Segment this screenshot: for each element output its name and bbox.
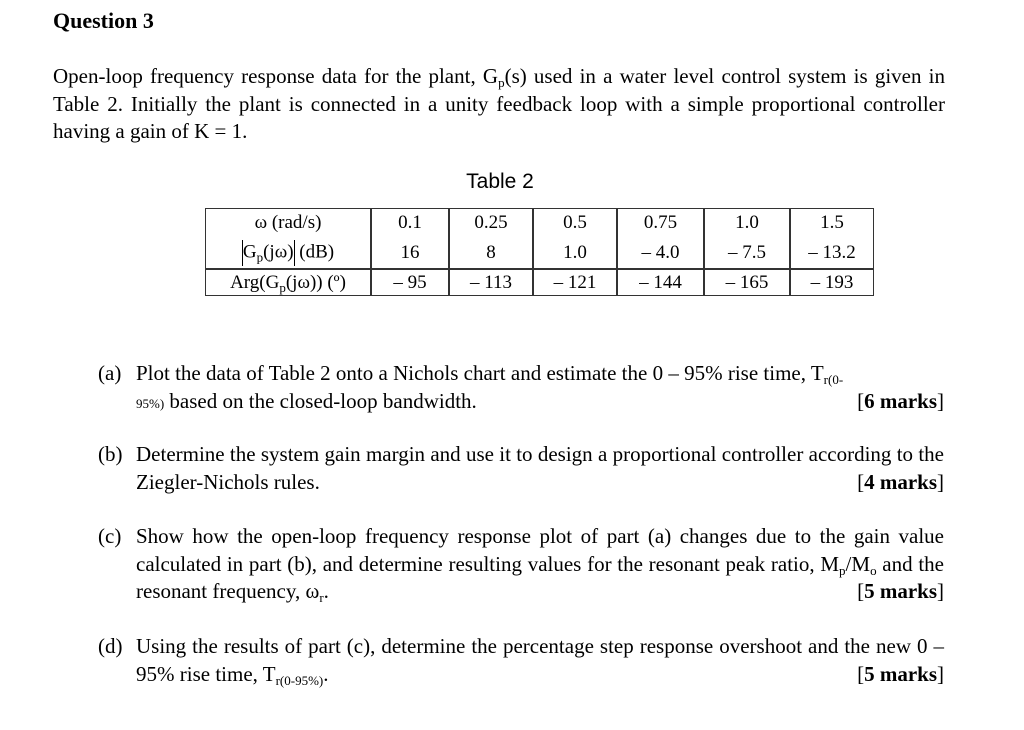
table-row-magnitude [205,237,874,269]
marks-bracket-close: ] [937,469,944,494]
row-label-magnitude [205,237,371,269]
part-c-text [136,523,944,606]
table-cell: – 7.5 [704,237,790,269]
marks-value: 5 marks [864,579,937,603]
part-c-sub-3: r [319,590,324,605]
part-d-text-2: . [323,661,329,686]
part-c-sub-2: o [870,562,877,578]
marks-value: 6 marks [864,388,937,413]
table-cell: 1.0 [533,237,617,269]
part-d-marks [857,661,944,689]
part-d-text [136,633,944,688]
question-part-b [98,441,944,496]
intro-paragraph [53,63,945,146]
part-b-number: (b) [98,442,123,466]
table-cell: 1.5 [790,208,874,237]
row-label-phase [205,269,371,296]
part-b-text [136,441,944,496]
marks-bracket-close: ] [937,579,944,603]
part-a-text-1: Plot the data of Table 2 onto a Nichols chart and estimate the 0 – 95% rise time, T [136,361,824,385]
phase-label-sub: p [279,279,286,295]
table-cell: – 144 [617,269,704,296]
part-d-sub: r(0-95%) [275,672,324,688]
part-a-number: (a) [98,361,122,385]
mag-label-sub: p [256,248,264,264]
table-cell: 0.75 [617,208,704,237]
part-a-text-2: based on the closed-loop bandwidth. [164,388,477,413]
intro-subscript: p [498,75,505,90]
table-cell: 1.0 [704,208,790,237]
row-label-omega: ω (rad/s) [205,208,371,237]
mag-label-g: G [242,240,257,262]
marks-bracket-close: ] [937,388,944,413]
part-c-text-2: /M [845,551,871,576]
table-row-phase [205,269,874,296]
table-cell: – 4.0 [617,237,704,269]
part-a-sub-cont: 95%) [136,395,165,411]
phase-label-a: Arg(G [230,271,280,293]
question-part-d [98,633,944,688]
question-part-a [98,360,944,417]
table-cell: – 13.2 [790,237,874,269]
table-cell: – 95 [371,269,449,296]
table-cell: – 165 [704,269,790,296]
table-cell: – 193 [790,269,874,296]
table-cell: – 121 [533,269,617,296]
marks-value: 5 marks [864,661,937,686]
intro-text-1: Open-loop frequency response data for the plant, G [53,64,499,88]
table-cell: 0.5 [533,208,617,237]
table-cell: 16 [371,237,449,269]
part-c-text-1: Show how the open-loop frequency response plot of part (a) changes due to the gain value calculated in part (b), and determine resulting values for the resonant peak ratio, M [136,524,944,576]
part-d-text-1: Using the results of part (c), determine the percentage step response overshoot and the new 0 – 95% rise time, T [136,634,944,686]
question-part-c [98,523,944,606]
marks-bracket-open: [ [857,579,865,603]
phase-label-b: (jω)) (º) [285,271,346,293]
part-b-marks [857,469,944,497]
table-cell: 8 [449,237,533,269]
marks-bracket-open: [ [857,661,865,686]
marks-bracket-open: [ [857,388,865,413]
question-title: Question 3 [53,8,154,33]
part-c-text-3: and the resonant frequency, ω [136,551,944,603]
part-a-sub: r(0- [823,372,844,387]
part-c-marks [857,578,944,606]
part-c-number: (c) [98,524,122,548]
intro-text-2: (s) used in a water level control system is given in Table 2. Initially the plant is connected in a unity feedback loop with a simple proportional controller having a gain of K = 1. [53,64,946,143]
marks-value: 4 marks [864,469,937,494]
mag-label-unit: (dB) [294,240,335,262]
part-a-marks [857,388,944,416]
table-caption: Table 2 [466,170,534,193]
marks-bracket-close: ] [937,661,944,686]
data-table-container [205,208,874,296]
table-cell: 0.25 [449,208,533,237]
part-d-number: (d) [98,634,123,658]
part-b-text-1: Determine the system gain margin and use it to design a proportional controller according to the Ziegler-Nichols rules. [136,442,944,494]
part-a-text [136,360,944,417]
table-cell: 0.1 [371,208,449,237]
mag-label-jw: (jω) [263,240,294,262]
table-cell: – 113 [449,269,533,296]
frequency-response-table [205,208,874,296]
part-c-sub-1: p [839,562,846,578]
part-c-text-4: . [323,579,329,603]
table-row-omega [205,208,874,237]
marks-bracket-open: [ [857,469,865,494]
